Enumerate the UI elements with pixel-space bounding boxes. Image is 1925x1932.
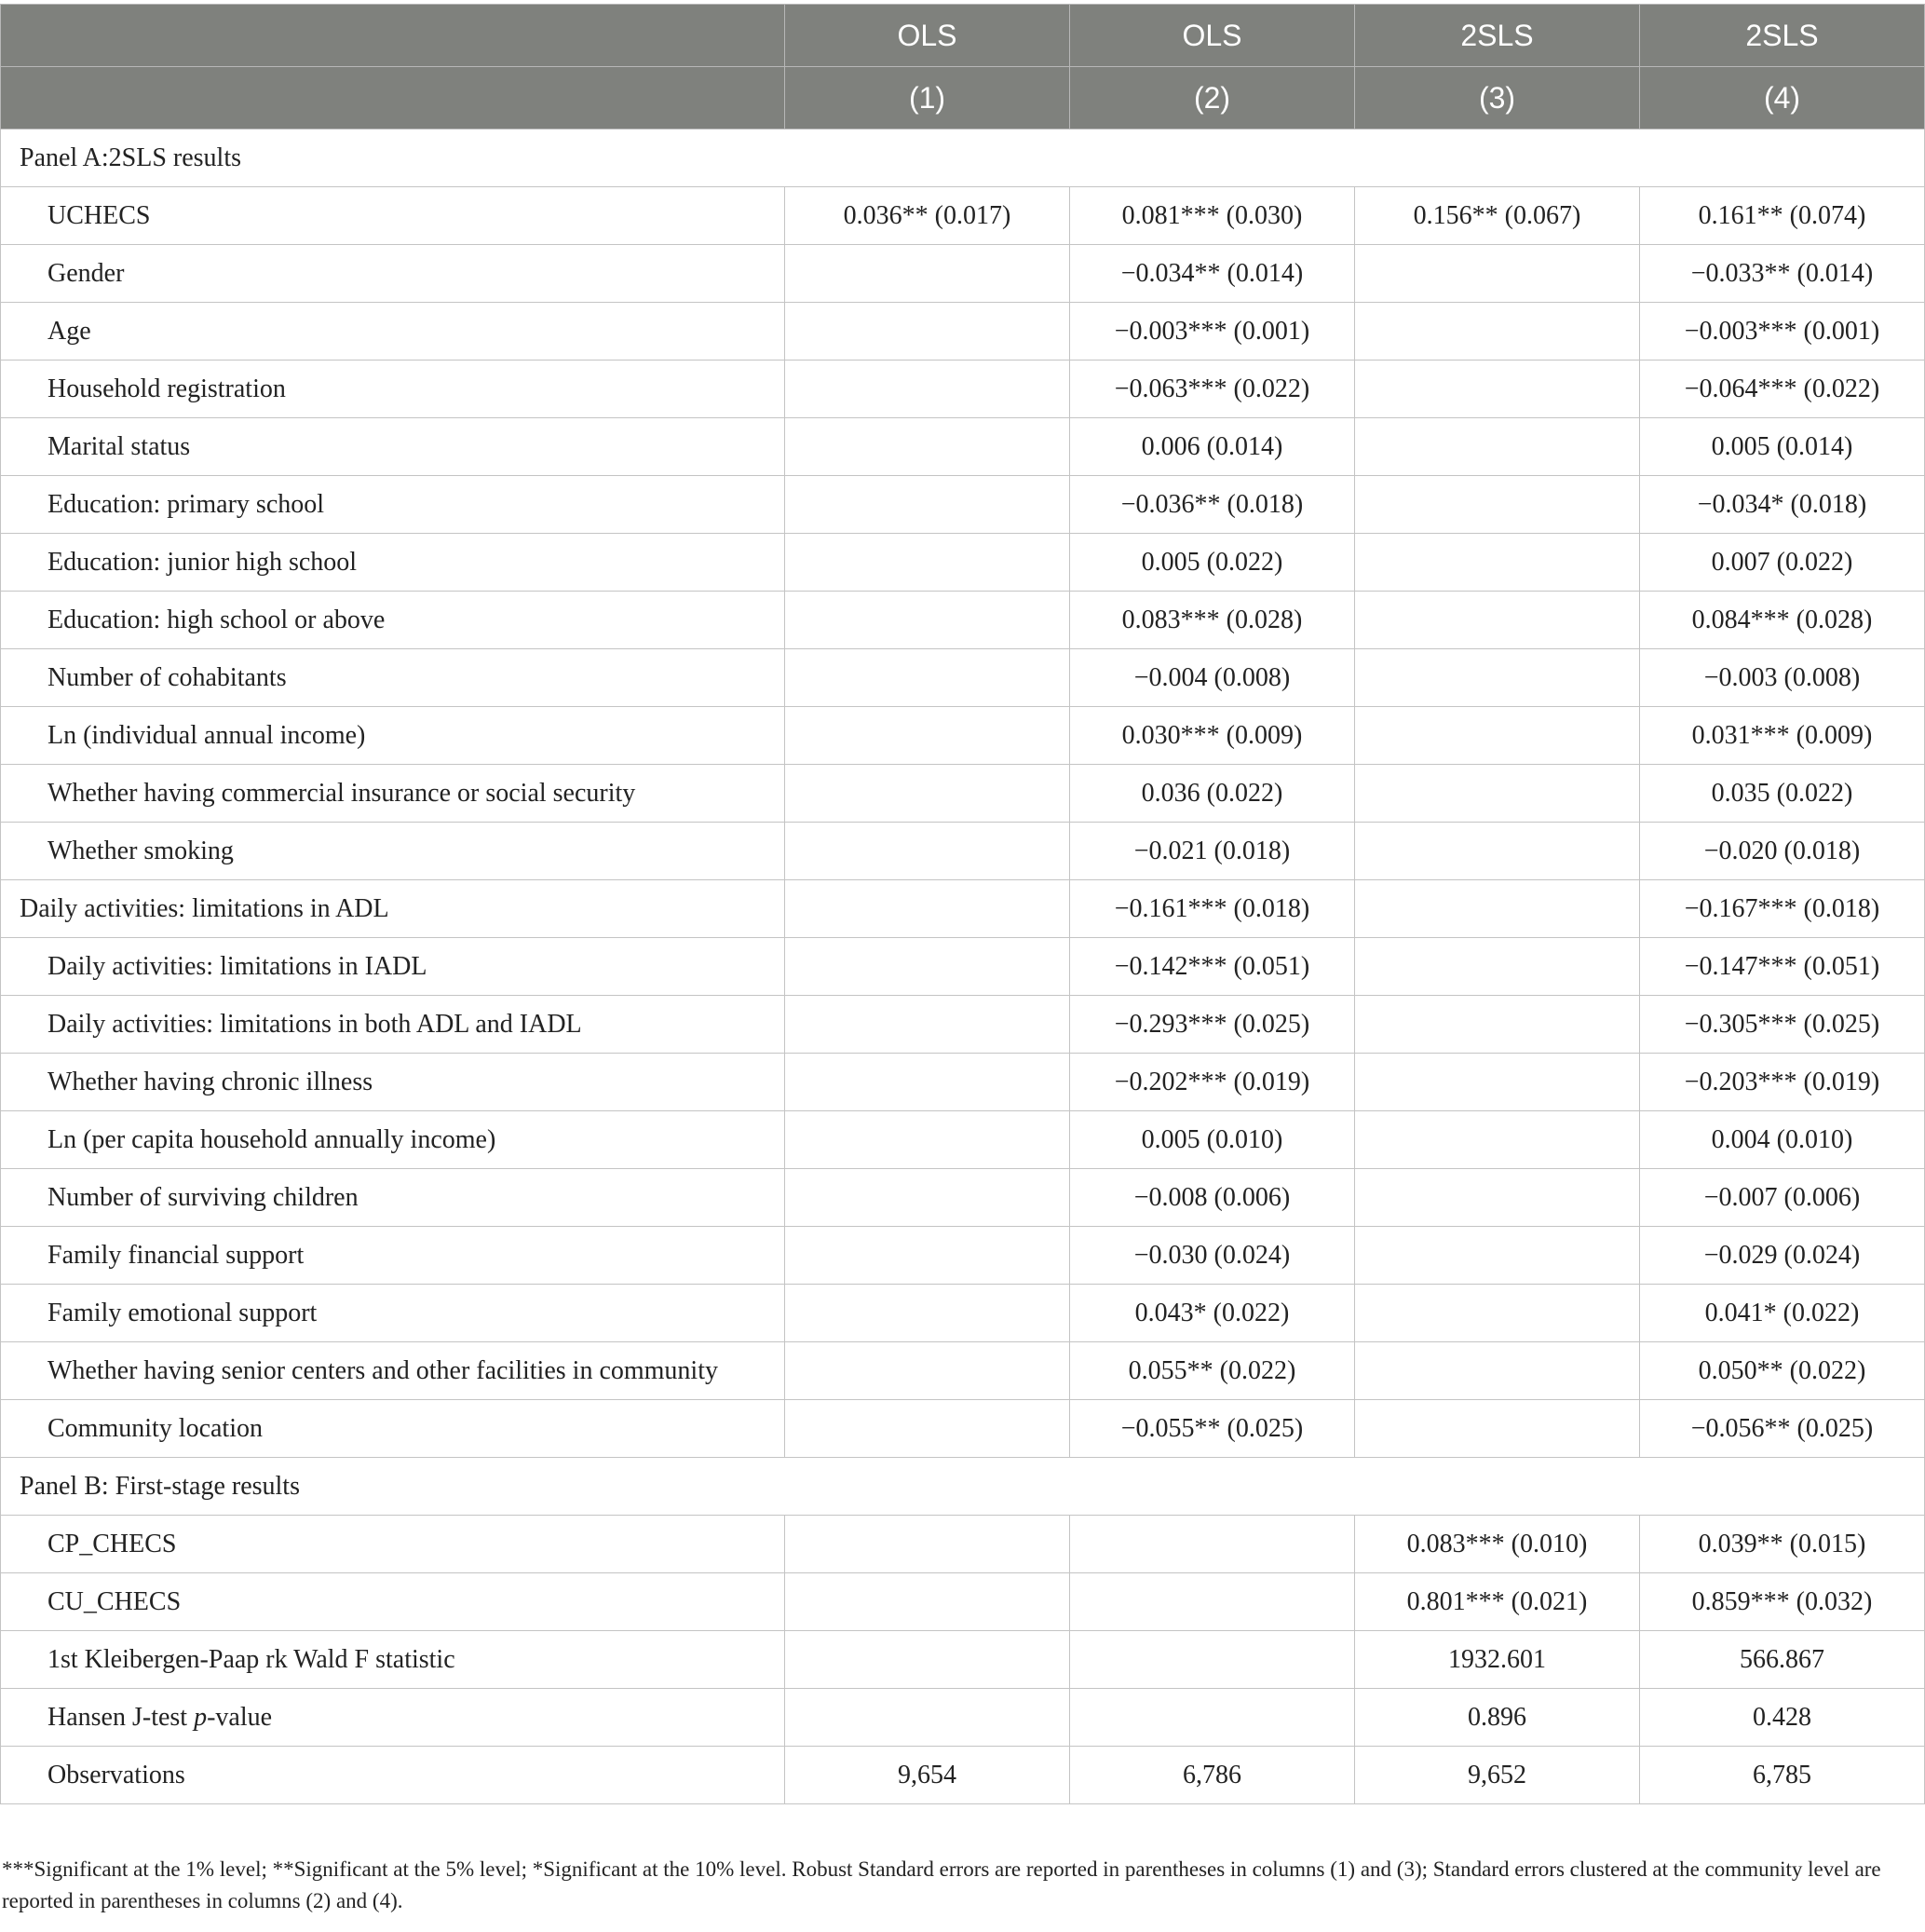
- header-number-col-2: (2): [1070, 67, 1355, 129]
- row-label: Number of surviving children: [1, 1169, 785, 1227]
- cell-col-3: [1355, 996, 1640, 1054]
- row-label: Age: [1, 303, 785, 361]
- row-label: CP_CHECS: [1, 1516, 785, 1573]
- table-row: [1, 649, 1925, 707]
- cell-col-1: [785, 938, 1070, 996]
- row-label: [1, 1689, 785, 1747]
- cell-col-1: [785, 476, 1070, 534]
- cell-col-2: −0.142*** (0.051): [1070, 938, 1355, 996]
- cell-col-4: −0.064*** (0.022): [1640, 361, 1925, 418]
- cell-col-1: [785, 1227, 1070, 1285]
- cell-col-1: [785, 1573, 1070, 1631]
- cell-col-3: [1355, 1111, 1640, 1169]
- cell-col-1: [785, 996, 1070, 1054]
- panel-a-row-title: Panel A:2SLS results: [1, 129, 1925, 187]
- cell-col-2: [1070, 1631, 1355, 1689]
- cell-col-2: [1070, 1689, 1355, 1747]
- row-label: Daily activities: limitations in ADL: [1, 880, 785, 938]
- regression-table-container: [0, 4, 1925, 1804]
- cell-col-4: 0.050** (0.022): [1640, 1342, 1925, 1400]
- row-label: Education: primary school: [1, 476, 785, 534]
- panel-a-row: [1, 129, 1925, 187]
- cell-col-2: −0.021 (0.018): [1070, 823, 1355, 880]
- cell-col-1: [785, 1631, 1070, 1689]
- cell-col-1: [785, 1689, 1070, 1747]
- row-label: Education: junior high school: [1, 534, 785, 592]
- table-row: [1, 1227, 1925, 1285]
- cell-col-4: 0.039** (0.015): [1640, 1516, 1925, 1573]
- row-label: Observations: [1, 1747, 785, 1804]
- row-label: Education: high school or above: [1, 592, 785, 649]
- table-row: [1, 1689, 1925, 1747]
- header-corner-2: [1, 67, 785, 129]
- cell-col-2: −0.055** (0.025): [1070, 1400, 1355, 1458]
- table-body: [1, 129, 1925, 1804]
- table-row: [1, 534, 1925, 592]
- cell-col-2: 0.055** (0.022): [1070, 1342, 1355, 1400]
- row-label-part: Hansen J-test: [47, 1702, 195, 1732]
- cell-col-4: 0.005 (0.014): [1640, 418, 1925, 476]
- regression-results-table: [0, 4, 1925, 1804]
- row-label: Community location: [1, 1400, 785, 1458]
- header-row-column-number: [1, 67, 1925, 129]
- panel-b-row: [1, 1458, 1925, 1516]
- cell-col-2: −0.008 (0.006): [1070, 1169, 1355, 1227]
- table-row: [1, 361, 1925, 418]
- cell-col-3: [1355, 1227, 1640, 1285]
- table-row: [1, 245, 1925, 303]
- cell-col-3: [1355, 1400, 1640, 1458]
- table-row: [1, 1400, 1925, 1458]
- table-row: [1, 187, 1925, 245]
- table-row: [1, 996, 1925, 1054]
- table-header: [1, 5, 1925, 129]
- cell-col-1: [785, 1285, 1070, 1342]
- row-label-part: -value: [207, 1702, 273, 1732]
- table-row: [1, 1573, 1925, 1631]
- cell-col-2: −0.034** (0.014): [1070, 245, 1355, 303]
- cell-col-3: [1355, 592, 1640, 649]
- cell-col-3: [1355, 476, 1640, 534]
- cell-col-1: [785, 303, 1070, 361]
- cell-col-1: [785, 880, 1070, 938]
- cell-col-4: −0.007 (0.006): [1640, 1169, 1925, 1227]
- cell-col-4: 0.428: [1640, 1689, 1925, 1747]
- row-label: Whether smoking: [1, 823, 785, 880]
- cell-col-2: 0.083*** (0.028): [1070, 592, 1355, 649]
- cell-col-2: [1070, 1573, 1355, 1631]
- table-row: [1, 765, 1925, 823]
- cell-col-4: −0.167*** (0.018): [1640, 880, 1925, 938]
- cell-col-2: 0.006 (0.014): [1070, 418, 1355, 476]
- cell-col-1: [785, 1169, 1070, 1227]
- header-method-col-2: OLS: [1070, 5, 1355, 67]
- row-label: Whether having senior centers and other facilities in community: [1, 1342, 785, 1400]
- panel-b-row-title: Panel B: First-stage results: [1, 1458, 1925, 1516]
- cell-col-4: −0.003*** (0.001): [1640, 303, 1925, 361]
- cell-col-3: [1355, 361, 1640, 418]
- cell-col-4: −0.033** (0.014): [1640, 245, 1925, 303]
- cell-col-2: 0.005 (0.010): [1070, 1111, 1355, 1169]
- cell-col-3: [1355, 823, 1640, 880]
- cell-col-2: −0.036** (0.018): [1070, 476, 1355, 534]
- cell-col-4: −0.020 (0.018): [1640, 823, 1925, 880]
- cell-col-3: [1355, 418, 1640, 476]
- cell-col-4: 0.084*** (0.028): [1640, 592, 1925, 649]
- cell-col-1: [785, 649, 1070, 707]
- cell-col-2: 0.005 (0.022): [1070, 534, 1355, 592]
- cell-col-2: −0.003*** (0.001): [1070, 303, 1355, 361]
- cell-col-2: −0.161*** (0.018): [1070, 880, 1355, 938]
- cell-col-4: 0.041* (0.022): [1640, 1285, 1925, 1342]
- cell-col-1: [785, 1342, 1070, 1400]
- cell-col-2: 0.036 (0.022): [1070, 765, 1355, 823]
- cell-col-4: 0.035 (0.022): [1640, 765, 1925, 823]
- header-row-method: [1, 5, 1925, 67]
- row-label: Ln (per capita household annually income): [1, 1111, 785, 1169]
- header-number-col-3: (3): [1355, 67, 1640, 129]
- cell-col-1: [785, 1516, 1070, 1573]
- cell-col-4: −0.029 (0.024): [1640, 1227, 1925, 1285]
- table-row: [1, 1169, 1925, 1227]
- cell-col-4: −0.203*** (0.019): [1640, 1054, 1925, 1111]
- cell-col-2: −0.063*** (0.022): [1070, 361, 1355, 418]
- header-method-col-3: 2SLS: [1355, 5, 1640, 67]
- cell-col-1: [785, 245, 1070, 303]
- cell-col-1: [785, 765, 1070, 823]
- cell-col-3: [1355, 707, 1640, 765]
- cell-col-1: [785, 361, 1070, 418]
- cell-col-3: 9,652: [1355, 1747, 1640, 1804]
- cell-col-1: [785, 534, 1070, 592]
- row-label: Whether having chronic illness: [1, 1054, 785, 1111]
- row-label: Household registration: [1, 361, 785, 418]
- cell-col-2: 0.030*** (0.009): [1070, 707, 1355, 765]
- cell-col-4: 0.859*** (0.032): [1640, 1573, 1925, 1631]
- row-label: Number of cohabitants: [1, 649, 785, 707]
- table-row: [1, 1342, 1925, 1400]
- cell-col-3: [1355, 534, 1640, 592]
- cell-col-2: −0.293*** (0.025): [1070, 996, 1355, 1054]
- cell-col-3: [1355, 649, 1640, 707]
- row-label: Ln (individual annual income): [1, 707, 785, 765]
- cell-col-2: 0.043* (0.022): [1070, 1285, 1355, 1342]
- row-label: Gender: [1, 245, 785, 303]
- cell-col-3: [1355, 245, 1640, 303]
- cell-col-3: [1355, 938, 1640, 996]
- header-number-col-1: (1): [785, 67, 1070, 129]
- row-label: Family financial support: [1, 1227, 785, 1285]
- cell-col-1: [785, 1111, 1070, 1169]
- cell-col-4: −0.147*** (0.051): [1640, 938, 1925, 996]
- cell-col-4: −0.056** (0.025): [1640, 1400, 1925, 1458]
- table-row: [1, 823, 1925, 880]
- cell-col-4: 0.007 (0.022): [1640, 534, 1925, 592]
- cell-col-3: [1355, 880, 1640, 938]
- cell-col-1: [785, 823, 1070, 880]
- cell-col-2: −0.202*** (0.019): [1070, 1054, 1355, 1111]
- cell-col-3: [1355, 303, 1640, 361]
- table-row: [1, 418, 1925, 476]
- cell-col-1: [785, 707, 1070, 765]
- row-label-part: p: [194, 1702, 208, 1732]
- cell-col-4: 0.161** (0.074): [1640, 187, 1925, 245]
- cell-col-4: 0.031*** (0.009): [1640, 707, 1925, 765]
- table-row: [1, 1285, 1925, 1342]
- cell-col-2: −0.004 (0.008): [1070, 649, 1355, 707]
- row-label: 1st Kleibergen-Paap rk Wald F statistic: [1, 1631, 785, 1689]
- header-method-col-4: 2SLS: [1640, 5, 1925, 67]
- cell-col-3: [1355, 1169, 1640, 1227]
- header-method-col-1: OLS: [785, 5, 1070, 67]
- cell-col-1: [785, 592, 1070, 649]
- cell-col-2: 0.081*** (0.030): [1070, 187, 1355, 245]
- cell-col-2: [1070, 1516, 1355, 1573]
- table-row: [1, 1631, 1925, 1689]
- row-label: Marital status: [1, 418, 785, 476]
- cell-col-4: 566.867: [1640, 1631, 1925, 1689]
- cell-col-1: 0.036** (0.017): [785, 187, 1070, 245]
- cell-col-1: [785, 1054, 1070, 1111]
- table-row: [1, 303, 1925, 361]
- cell-col-4: −0.305*** (0.025): [1640, 996, 1925, 1054]
- table-row: [1, 880, 1925, 938]
- table-row: [1, 1054, 1925, 1111]
- table-footnote: ***Significant at the 1% level; **Significant at the 5% level; *Significant at the 10% level. Robust Standard errors are reported in parentheses in columns (1) and (3); Standard errors clustered at the community level are reported in parentheses in columns (2) and (4).: [2, 1857, 1881, 1912]
- cell-col-3: [1355, 1285, 1640, 1342]
- cell-col-4: 0.004 (0.010): [1640, 1111, 1925, 1169]
- table-row: [1, 476, 1925, 534]
- header-number-col-4: (4): [1640, 67, 1925, 129]
- cell-col-1: 9,654: [785, 1747, 1070, 1804]
- row-label: CU_CHECS: [1, 1573, 785, 1631]
- cell-col-3: [1355, 1054, 1640, 1111]
- cell-col-3: 0.896: [1355, 1689, 1640, 1747]
- table-row: [1, 1747, 1925, 1804]
- cell-col-1: [785, 1400, 1070, 1458]
- table-row: [1, 938, 1925, 996]
- cell-col-3: [1355, 765, 1640, 823]
- cell-col-3: 0.156** (0.067): [1355, 187, 1640, 245]
- cell-col-4: −0.003 (0.008): [1640, 649, 1925, 707]
- cell-col-3: 1932.601: [1355, 1631, 1640, 1689]
- row-label: UCHECS: [1, 187, 785, 245]
- row-label: Daily activities: limitations in both ADL and IADL: [1, 996, 785, 1054]
- row-label: Family emotional support: [1, 1285, 785, 1342]
- cell-col-4: 6,785: [1640, 1747, 1925, 1804]
- cell-col-3: 0.083*** (0.010): [1355, 1516, 1640, 1573]
- row-label: Daily activities: limitations in IADL: [1, 938, 785, 996]
- cell-col-3: [1355, 1342, 1640, 1400]
- table-row: [1, 592, 1925, 649]
- header-corner: [1, 5, 785, 67]
- cell-col-2: 6,786: [1070, 1747, 1355, 1804]
- table-row: [1, 1111, 1925, 1169]
- cell-col-1: [785, 418, 1070, 476]
- cell-col-4: −0.034* (0.018): [1640, 476, 1925, 534]
- cell-col-2: −0.030 (0.024): [1070, 1227, 1355, 1285]
- table-row: [1, 1516, 1925, 1573]
- cell-col-3: 0.801*** (0.021): [1355, 1573, 1640, 1631]
- table-row: [1, 707, 1925, 765]
- row-label: Whether having commercial insurance or social security: [1, 765, 785, 823]
